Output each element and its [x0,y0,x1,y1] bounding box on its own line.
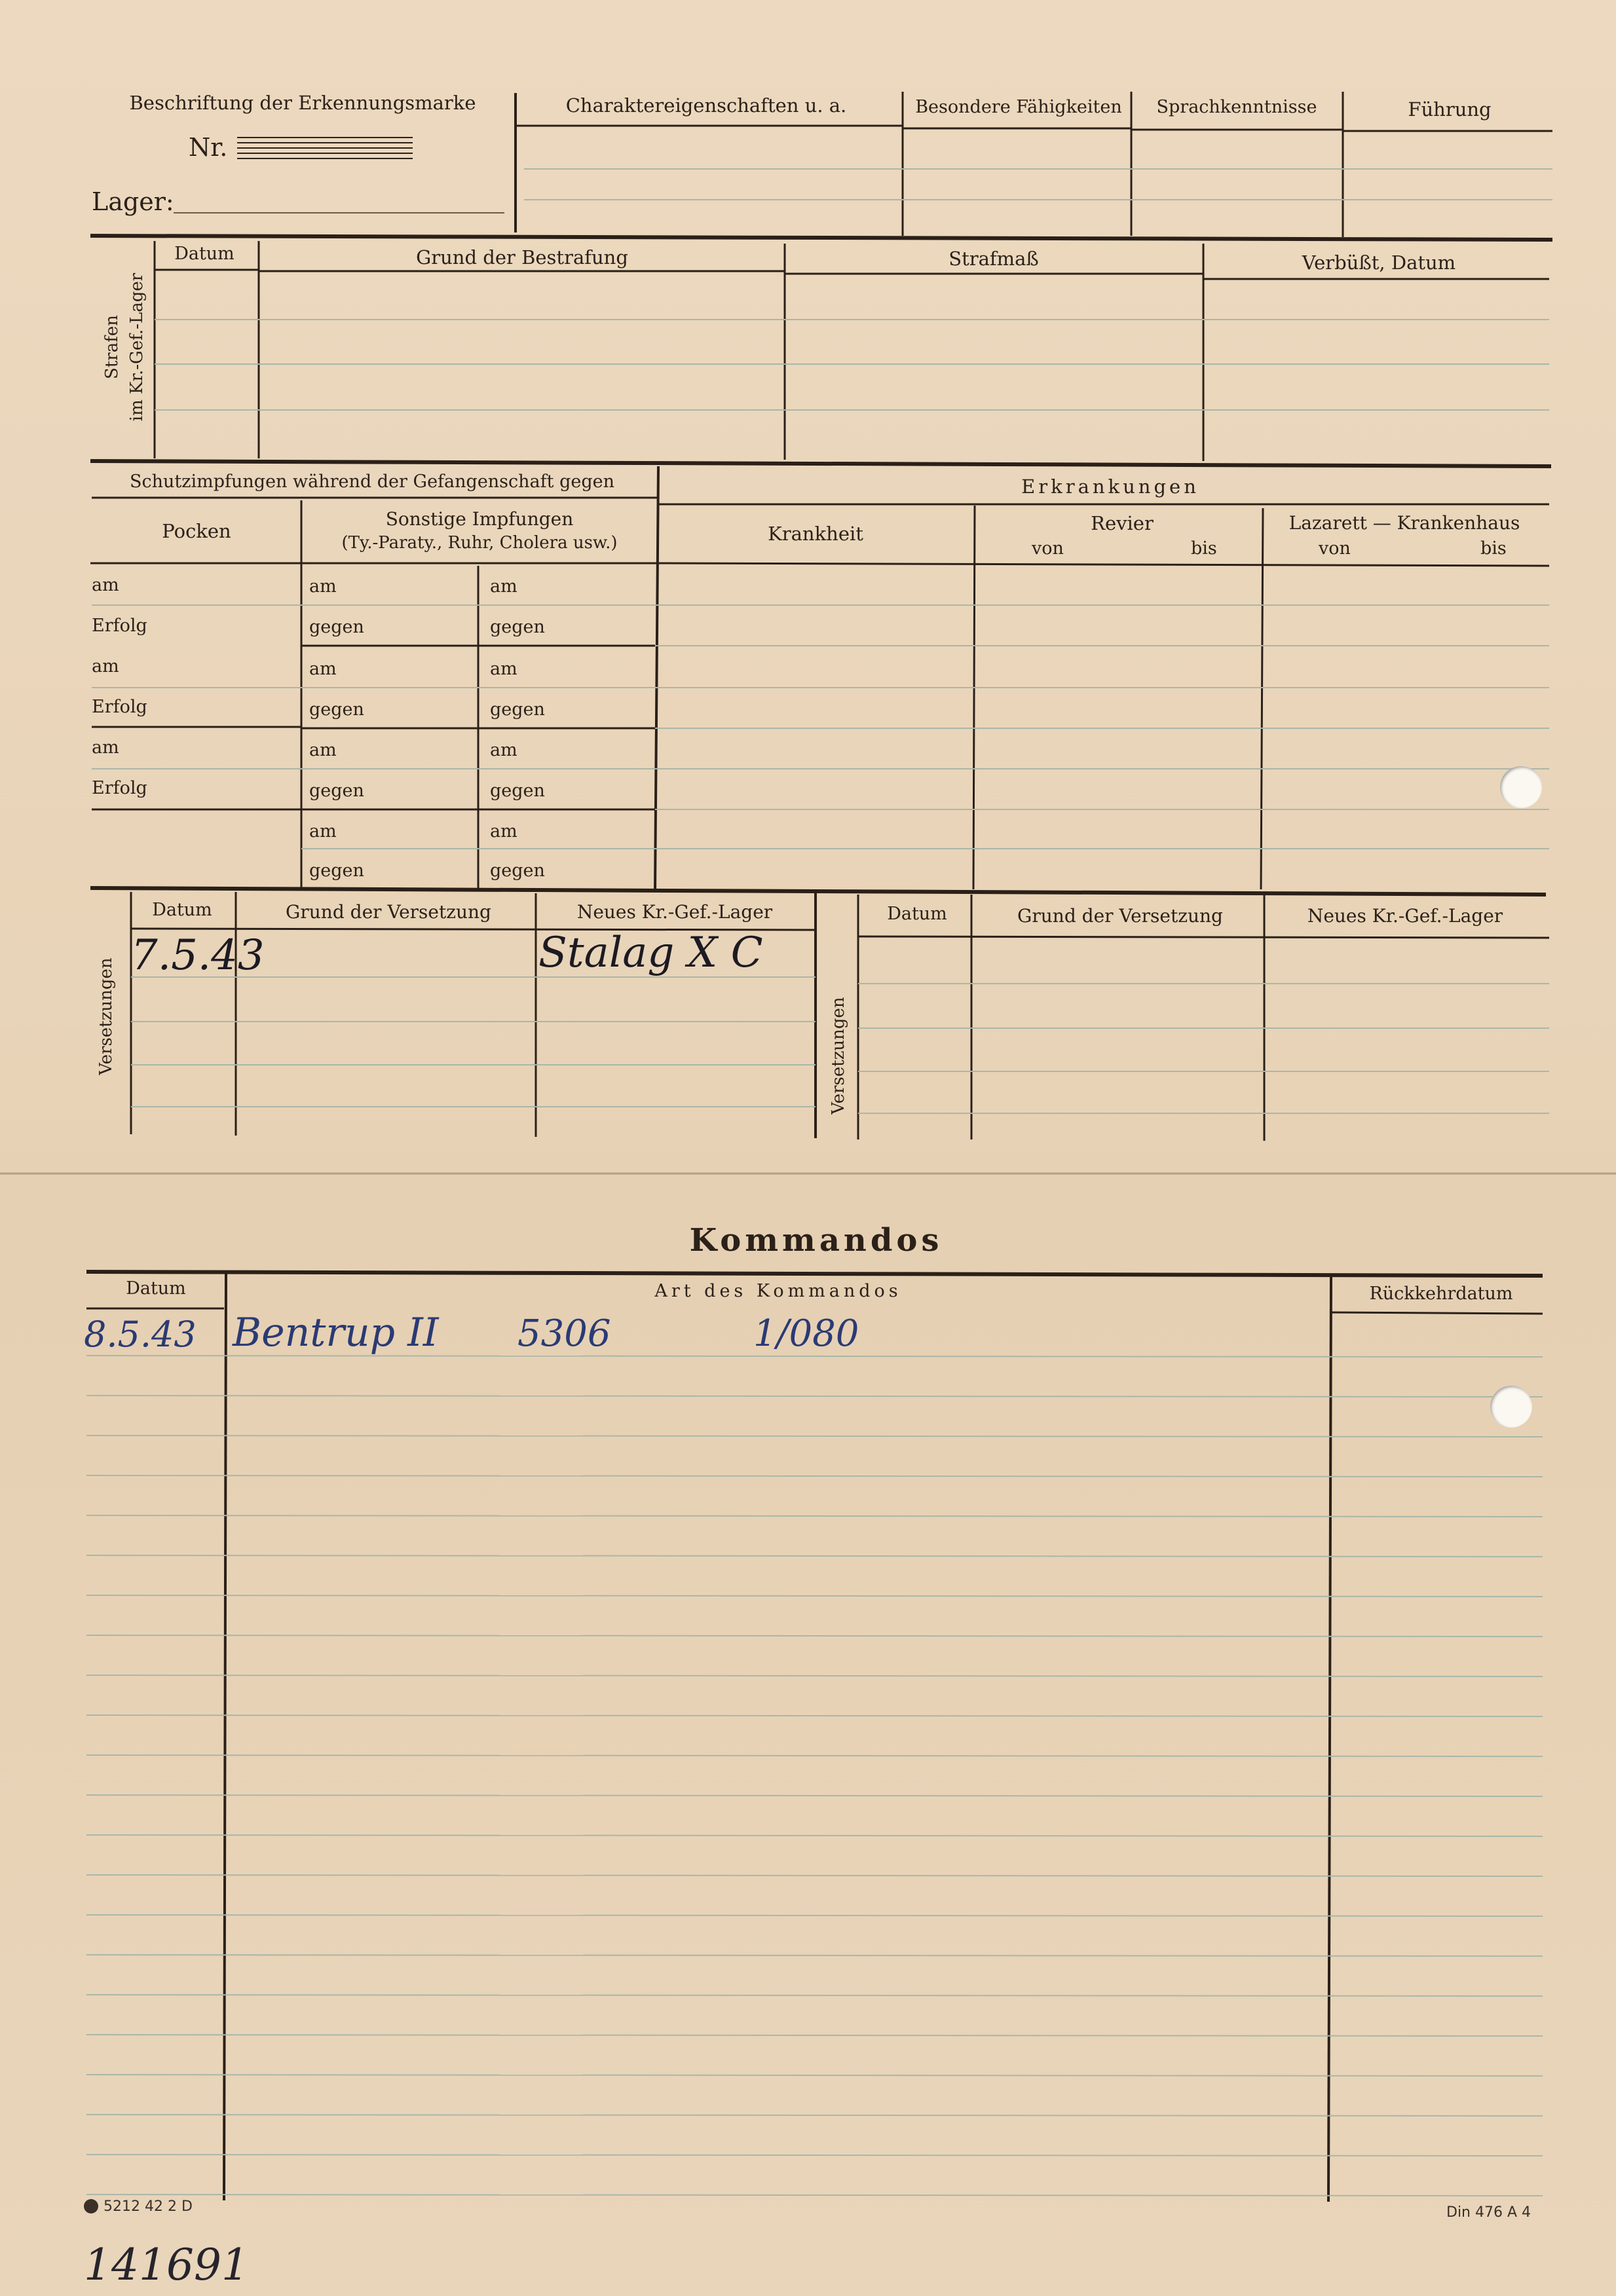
punch-hole-top [1500,766,1542,808]
vacc-left-label-4: am [92,737,119,758]
vacc-col-other-1: Sonstige Impfungen [385,508,574,530]
punishments-side-label [100,268,149,426]
vacc-mid-label-7: gegen [309,861,364,881]
illness-col-hospital: Lazarett — Krankenhaus [1288,512,1520,534]
punishments-side-label-1: Strafen [102,315,122,379]
vacc-title: Schutzimpfungen während der Gefangenschaft gegen [130,472,614,492]
vacc-col-smallpox: Pocken [162,520,231,542]
din-label: Din 476 A 4 [1446,2204,1531,2221]
grid-line-81 [86,1755,1543,1756]
transfer-right-col-newcamp: Neues Kr.-Gef.-Lager [1307,905,1503,927]
punish-col-date: Datum [174,244,235,264]
vacc-left-label-0: am [92,575,119,595]
kommando-place-handwritten: Bentrup II [233,1310,439,1356]
archive-number-handwritten: 141691 [84,2240,249,2290]
lager-label: Lager: [92,187,174,216]
vacc-mid-label-2: am [309,659,337,679]
vacc-right-label-1: gegen [490,617,545,637]
grid-line-90 [86,2115,1543,2116]
transfer-right-col-reason: Grund der Versetzung [1017,905,1223,927]
grid-line-71 [86,1356,1543,1357]
grid-line-31 [658,563,1549,566]
grid-line-82 [86,1795,1543,1796]
vacc-mid-label-6: am [309,821,337,842]
grid-line-87 [86,1995,1543,1996]
grid-line-80 [86,1715,1543,1716]
grid-line-74 [86,1475,1543,1477]
illness-sickbay-from: von [1032,538,1064,559]
vacc-illness-divider [655,466,658,891]
punish-col-penalty: Strafmaß [949,248,1039,270]
illness-hospital-to: bis [1480,538,1507,559]
grid-line-73 [86,1435,1543,1437]
grid-line-79 [86,1675,1543,1676]
print-code-text: 5212 42 2 D [103,2198,193,2215]
kommando-return-divider [1328,1277,1331,2202]
kommandos-title: Kommandos [689,1222,943,1259]
kommando-date-handwritten: 8.5.43 [84,1314,197,1355]
kommando-number-handwritten: 5306 [517,1312,611,1355]
section-rule-2 [90,461,1551,466]
punishments-side-label-2: im Kr.-Gef.-Lager [127,272,147,422]
transfers-left-side-label: Versetzungen [96,957,116,1075]
vacc-right-label-4: am [490,740,517,760]
kommando-col-type: Art des Kommandos [654,1281,902,1301]
vacc-mid-label-4: am [309,740,337,760]
vacc-mid-label-5: gegen [309,781,364,801]
illness-sickbay-to: bis [1191,538,1217,559]
vacc-right-label-0: am [490,576,517,597]
col-languages: Sprachkenntnisse [1156,97,1317,117]
vacc-mid-label-0: am [309,576,337,597]
vacc-left-label-1: Erfolg [92,616,147,636]
vacc-right-label-6: am [490,821,517,842]
grid-line-85 [86,1915,1543,1916]
punish-col-served: Verbüßt, Datum [1302,251,1456,274]
vacc-right-label-3: gegen [490,699,545,720]
vacc-mid-label-1: gegen [309,617,364,637]
nr-label: Nr. [189,133,228,162]
printer-mark-icon [84,2199,98,2213]
grid-line-92 [86,2194,1543,2196]
vacc-left-label-3: Erfolg [92,697,147,717]
grid-line-88 [86,2035,1543,2036]
grid-line-91 [86,2155,1543,2156]
transfer-camp-handwritten: Stalag X C [538,929,763,977]
punish-col-reason: Grund der Bestrafung [416,246,628,268]
kommando-ref-handwritten: 1/080 [753,1312,859,1355]
vacc-mid-label-3: gegen [309,699,364,720]
vacc-right-label-2: am [490,659,517,679]
vacc-left-label-5: Erfolg [92,778,147,798]
illness-col-sickbay: Revier [1091,512,1154,534]
section-rule-3 [90,888,1546,895]
illness-col-disease: Krankheit [768,523,863,545]
print-code [84,2198,193,2215]
grid-line-76 [86,1555,1543,1557]
kommando-date-divider [224,1273,226,2200]
grid-line-72 [86,1396,1543,1397]
grid-line-86 [86,1955,1543,1956]
grid-line-29 [973,506,975,889]
grid-line-77 [86,1595,1543,1597]
transfer-date-handwritten: 7.5.43 [131,931,265,980]
vacc-col-other-2: (Ty.-Paraty., Ruhr, Cholera usw.) [341,533,618,553]
vacc-left-label-2: am [92,656,119,676]
col-abilities: Besondere Fähigkeiten [915,97,1122,117]
punch-hole-bottom [1490,1386,1532,1428]
grid-line-60 [858,936,1549,938]
section-rule-1 [90,236,1552,240]
grid-line-75 [86,1515,1543,1517]
transfer-left-col-newcamp: Neues Kr.-Gef.-Lager [576,901,773,923]
transfers-right-side-label: Versetzungen [829,997,848,1115]
grid-line-89 [86,2075,1543,2076]
grid-line-83 [86,1835,1543,1836]
kommando-col-date: Datum [126,1278,186,1299]
kommando-col-return: Rückkehrdatum [1369,1284,1513,1304]
vacc-right-label-5: gegen [490,781,545,801]
col-character: Charaktereigenschaften u. a. [565,94,847,117]
kommando-top-rule [86,1272,1543,1276]
grid-line-70 [1331,1312,1543,1314]
illness-title: Erkrankungen [1021,475,1199,498]
vacc-right-label-7: gegen [490,861,545,881]
grid-line-84 [86,1875,1543,1876]
transfer-right-col-date: Datum [887,904,947,924]
col-conduct: Führung [1408,98,1492,120]
grid-line-78 [86,1635,1543,1637]
transfer-left-col-reason: Grund der Versetzung [286,901,491,923]
transfer-left-col-date: Datum [152,900,212,920]
tag-label: Beschriftung der Erkennungsmarke [129,92,476,114]
illness-hospital-from: von [1319,538,1351,559]
